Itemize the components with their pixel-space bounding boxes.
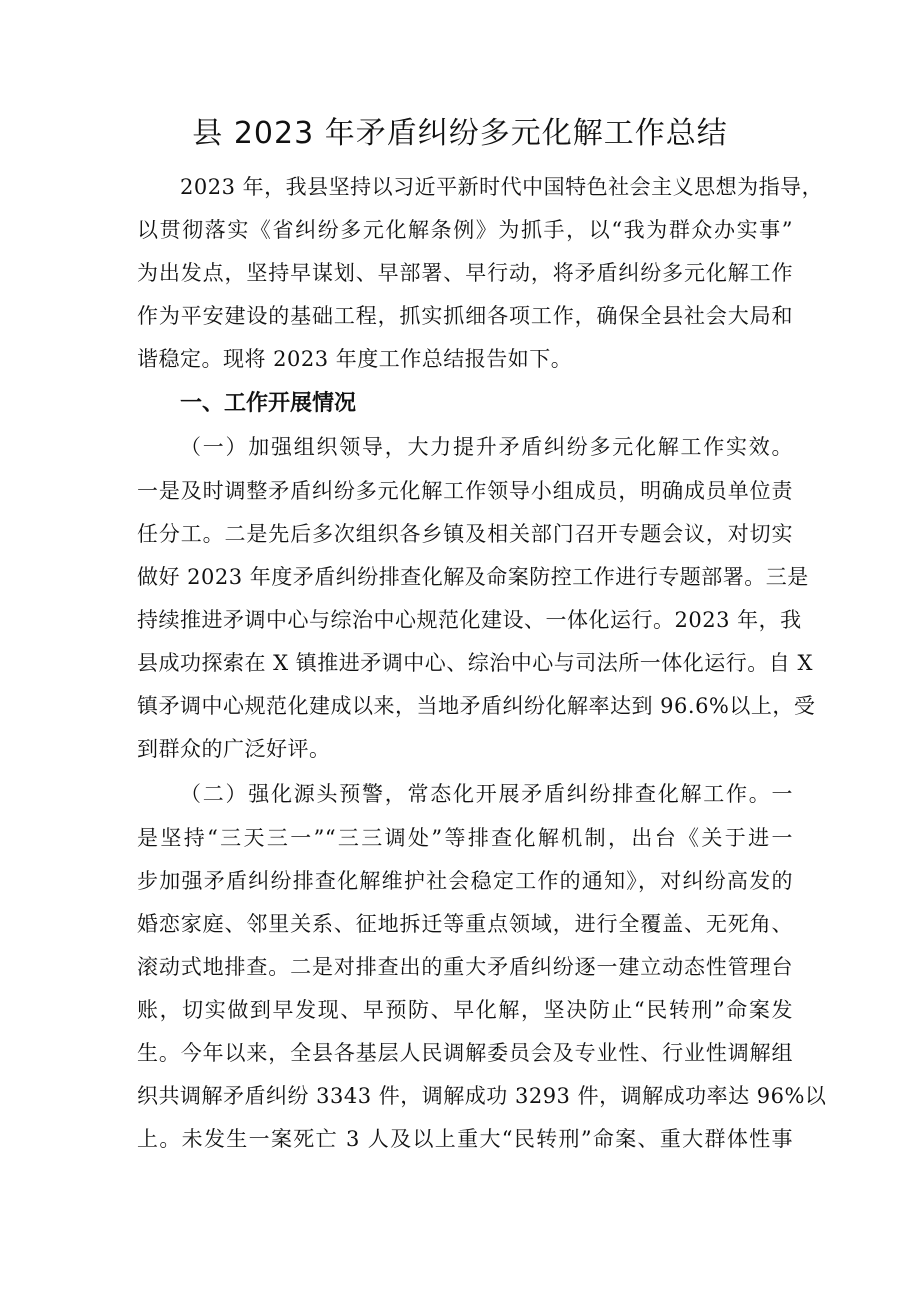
paragraph-line: 为出发点，坚持早谋划、早部署、早行动，将矛盾纠纷多元化解工作 xyxy=(137,261,793,285)
paragraph-line: 作为平安建设的基础工程，抓实抓细各项工作，确保全县社会大局和 xyxy=(137,304,793,328)
paragraph-line: 滚动式地排查。二是对排查出的重大矛盾纠纷逐一建立动态性管理台 xyxy=(137,955,793,979)
paragraph-line: （二）强化源头预警，常态化开展矛盾纠纷排查化解工作。一 xyxy=(180,782,793,806)
paragraph-line: （一）加强组织领导，大力提升矛盾纠纷多元化解工作实效。 xyxy=(180,435,793,459)
section-heading: 一、工作开展情况 xyxy=(180,391,357,416)
paragraph-line: 2023 年，我县坚持以习近平新时代中国特色社会主义思想为指导， xyxy=(180,175,824,199)
document-title: 县 2023 年矛盾纠纷多元化解工作总结 xyxy=(192,116,728,151)
paragraph-line: 县成功探索在 X 镇推进矛调中心、综治中心与司法所一体化运行。自 X xyxy=(137,651,813,675)
paragraph-line: 做好 2023 年度矛盾纠纷排查化解及命案防控工作进行专题部署。三是 xyxy=(137,565,809,589)
paragraph-line: 谐稳定。现将 2023 年度工作总结报告如下。 xyxy=(137,347,573,371)
paragraph-line: 以贯彻落实《省纠纷多元化解条例》为抓手，以“我为群众办实事” xyxy=(137,218,793,242)
paragraph-line: 到群众的广泛好评。 xyxy=(137,737,331,761)
paragraph-line: 账，切实做到早发现、早预防、早化解，坚决防止“民转刑”命案发 xyxy=(137,998,793,1022)
paragraph-line: 上。未发生一案死亡 3 人及以上重大“民转刑”命案、重大群体性事 xyxy=(137,1127,793,1151)
paragraph-line: 婚恋家庭、邻里关系、征地拆迁等重点领域，进行全覆盖、无死角、 xyxy=(137,912,793,936)
paragraph-line: 任分工。二是先后多次组织各乡镇及相关部门召开专题会议，对切实 xyxy=(137,522,793,546)
paragraph-line: 织共调解矛盾纠纷 3343 件，调解成功 3293 件，调解成功率达 96%以 xyxy=(137,1084,827,1108)
paragraph-line: 一是及时调整矛盾纠纷多元化解工作领导小组成员，明确成员单位责 xyxy=(137,479,793,503)
paragraph-line: 步加强矛盾纠纷排查化解维护社会稳定工作的通知》，对纠纷高发的 xyxy=(137,869,793,893)
paragraph-line: 生。今年以来，全县各基层人民调解委员会及专业性、行业性调解组 xyxy=(137,1041,793,1065)
paragraph-line: 是坚持“三天三一”“三三调处”等排查化解机制，出台《关于进一 xyxy=(137,826,793,850)
paragraph-line: 持续推进矛调中心与综治中心规范化建设、一体化运行。2023 年，我 xyxy=(137,608,802,632)
paragraph-line: 镇矛调中心规范化建成以来，当地矛盾纠纷化解率达到 96.6%以上，受 xyxy=(137,694,816,718)
